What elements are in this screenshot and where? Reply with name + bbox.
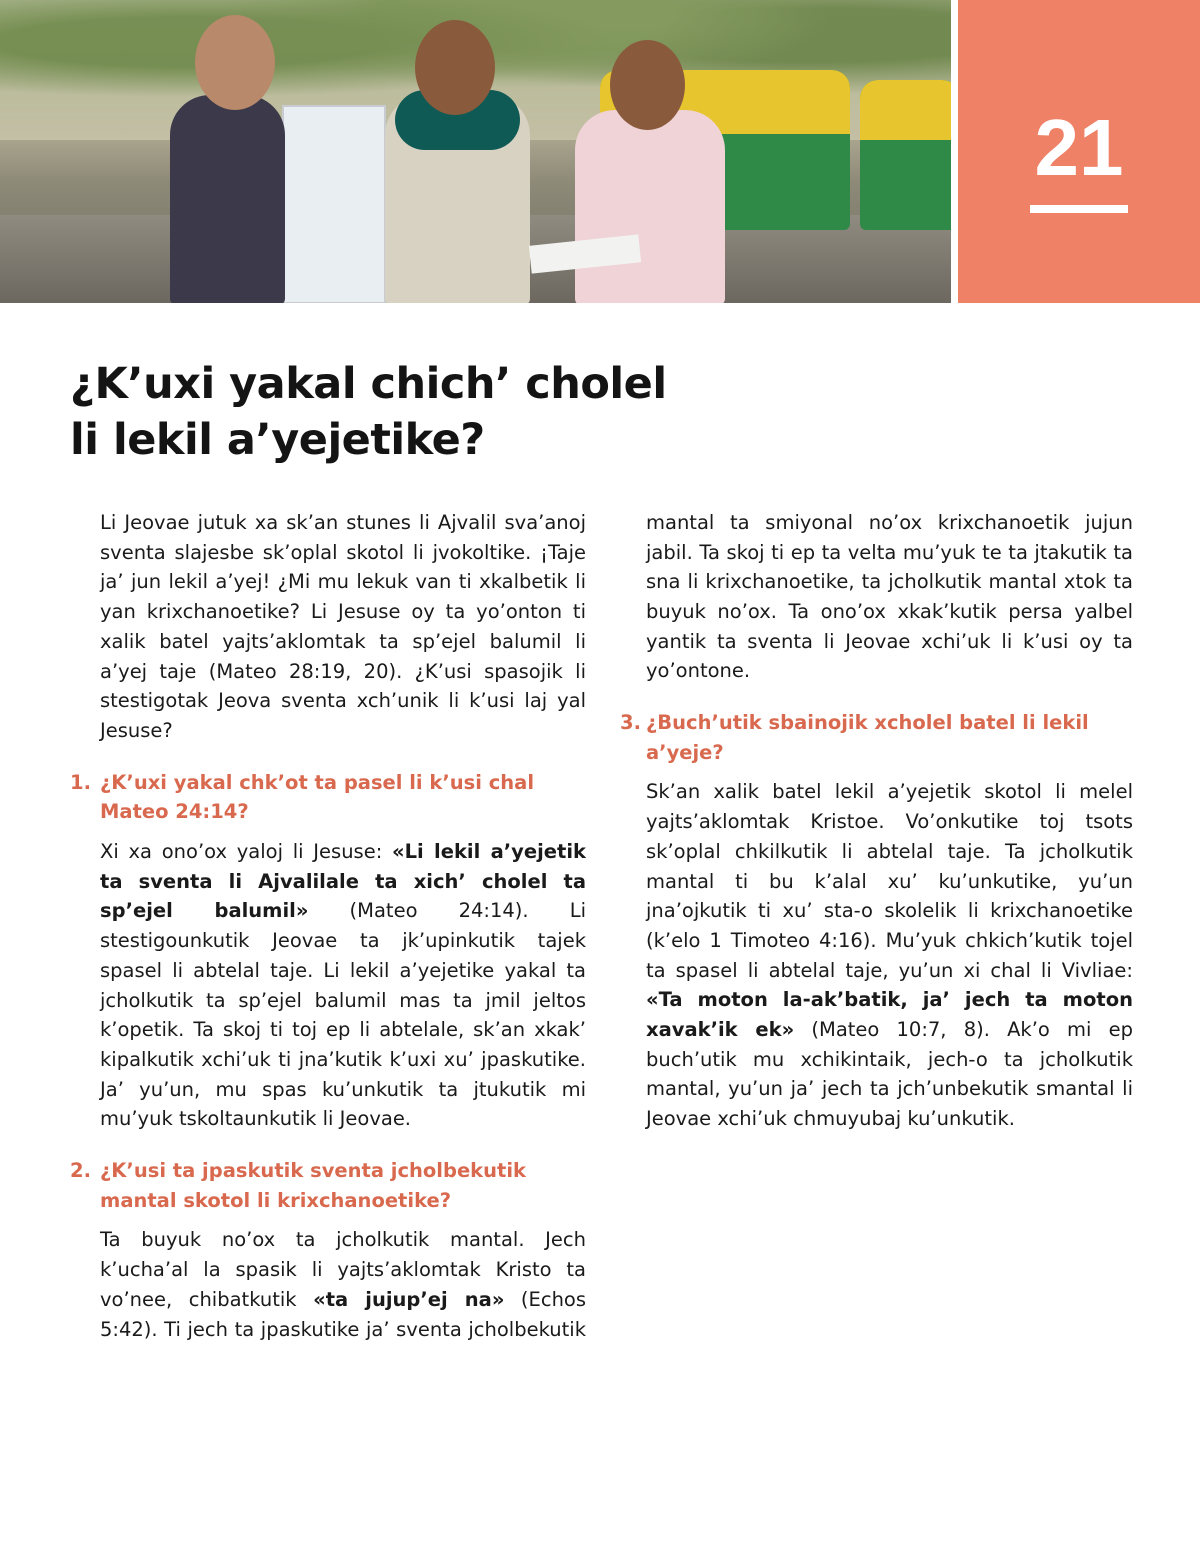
- answer-2: [70, 1225, 586, 1345]
- chapter-badge: [958, 0, 1200, 303]
- answer-2-continued-text: [620, 508, 1133, 686]
- right-column: [620, 508, 1133, 1134]
- scripture-quote: «ta jujup’ej na»: [313, 1287, 505, 1311]
- literature-cart-sign: [282, 105, 386, 303]
- answer-3: [620, 777, 1133, 1133]
- question-number: 2.: [70, 1159, 91, 1183]
- question-1: [70, 768, 586, 827]
- intro-paragraph: Li Jeovae jutuk xa sk’an stunes li Ajvalil sva’anoj sventa slajesbe sk’oplal skotol li jvokoltike. ¡Taje ja’ jun lekil a’yej! ¿Mi mu lekuk van ti xkalbetik li yan krixchanoetike? Li Jesuse oy ta yo’onton ti xalik batel yajts’aklomtak ta sp’ejel balumil li a’yej taje (Mateo 28:19, 20). ¿K’usi spasojik li stestigotak Jeova sventa xch’unik li k’usi laj yal Jesuse?: [100, 511, 586, 742]
- question-3: [620, 708, 1133, 767]
- answer-text: (Mateo 10:7, 8). Ak’o mi ep buch’utik mu xchikintaik, jech-o ta jcholkutik mantal, yu’un ja’ jech ta jch’unbekutik smantal li Jeovae xchi’uk chmuyubaj ku’unkutik.: [646, 1018, 1133, 1131]
- answer-text: (Echos 5:42). Ti jech ta jpaskutike ja’ sventa jcholbekutik: [100, 1287, 586, 1341]
- man-right-head: [610, 40, 685, 130]
- question-number: 1.: [70, 770, 91, 794]
- question-number: 3.: [620, 711, 641, 734]
- answer-text: (Mateo 24:14). Li stestigounkutik Jeovae ta jk’upinkutik tajek spasel li abtelal taje. Li lekil a’yejetike yakal ta jcholkutik ta sp’ejel balumil mas ta jmil jeltos k’opetik. Ta skoj ti toj ep li abtelale, sk’an xkak’ kipalkutik xchi’uk ti jna’kutik k’uxi xu’ jpaskutike. Ja’ yu’un, mu spas ku’unkutik ta jtukutik mi mu’yuk tskoltaunkutik li Jeovae.: [100, 899, 586, 1131]
- question-2: [70, 1156, 586, 1215]
- man-right: [575, 110, 725, 303]
- woman-left-head: [195, 15, 275, 110]
- question-text: ¿Buch’utik sbainojik xcholel batel li lekil a’yeje?: [646, 711, 1089, 764]
- title-line-2: li lekil a’yejetike?: [70, 415, 485, 465]
- title-line-1: ¿K’uxi yakal chich’ cholel: [70, 359, 667, 409]
- answer-text: Xi xa ono’ox yaloj li Jesuse:: [100, 840, 393, 864]
- chapter-underline: [1030, 205, 1128, 213]
- scripture-quote: «Ta moton la-ak’batik, ja’ jech ta moton xavak’ik ek»: [646, 988, 1133, 1042]
- answer-text: Ta buyuk no’ox ta jcholkutik mantal. Jech k’ucha’al la spasik li yajts’aklomtak Kristo ta vo’nee, chibatkutik: [100, 1228, 586, 1311]
- hero-photo: [0, 0, 951, 303]
- answer-text: Sk’an xalik batel lekil a’yejetik skotol li melel yajts’aklomtak Kristoe. Vo’onkutike toj tsots sk’oplal chkilkutik li abtelal taje. Ta jcholkutik mantal ti bu k’alal xu’ ku’unkutike, yu’un jna’ojkutik ti xu’ sta-o skolelik li krixchanoetike (k’elo 1 Timoteo 4:16). Mu’yuk chkich’kutik tojel ta spasel li abtelal taje, yu’un xi chal li Vivliae:: [646, 780, 1133, 982]
- scripture-quote: «Li lekil a’yejetik ta sventa li Ajvalilale ta xich’ cholel ta sp’ejel balumil»: [100, 840, 586, 923]
- woman-center-head: [415, 20, 495, 115]
- auto-rickshaw: [860, 80, 951, 230]
- question-text: ¿K’usi ta jpaskutik sventa jcholbekutik mantal skotol li krixchanoetike?: [100, 1159, 526, 1212]
- answer-2-continued: [620, 508, 1133, 686]
- answer-text: mantal ta smiyonal no’ox krixchanoetik jujun jabil. Ta skoj ti ep ta velta mu’yuk te ta jtakutik ta sna li krixchanoetike, ta jcholkutik mantal xtok ta buyuk no’ox. Ta ono’ox xkak’kutik persa yalbel yantik ta sventa li Jeovae xchi’uk li k’usi oy ta yo’ontone.: [646, 510, 1133, 683]
- question-text: ¿K’uxi yakal chk’ot ta pasel li k’usi chal Mateo 24:14?: [100, 770, 535, 824]
- answer-1: [70, 837, 586, 1134]
- left-column: [70, 508, 586, 1345]
- chapter-number: 21: [1034, 103, 1124, 192]
- woman-left: [170, 95, 285, 303]
- page-title: [70, 356, 667, 468]
